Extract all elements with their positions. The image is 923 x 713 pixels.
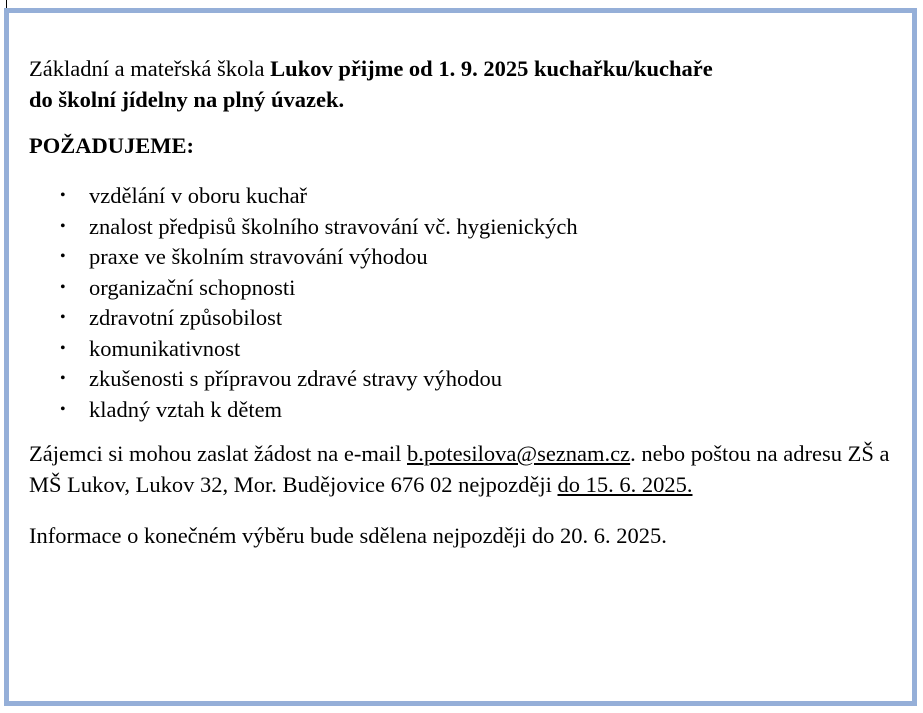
- bullet-icon: •: [60, 187, 66, 204]
- bullet-icon: •: [60, 309, 66, 326]
- list-item: [29, 334, 899, 365]
- requirement-text: vzdělání v oboru kuchař: [89, 183, 308, 208]
- requirement-text: komunikativnost: [89, 335, 241, 361]
- intro-paragraph: [29, 53, 899, 115]
- info-paragraph: Informace o konečném výběru bude sdělena nejpozději do 20. 6. 2025.: [29, 523, 667, 548]
- email-link[interactable]: b.potesilova@seznam.cz: [407, 441, 631, 466]
- bullet-icon: •: [60, 400, 66, 418]
- requirement-text: znalost předpisů školního stravování vč. hygienických: [89, 213, 578, 239]
- requirement-text: zkušenosti s přípravou zdravé stravy výhodou: [89, 366, 503, 391]
- list-item: [29, 395, 899, 426]
- notice-frame: [4, 8, 917, 706]
- requirement-text: organizační schopnosti: [89, 274, 296, 300]
- bullet-icon: •: [60, 248, 66, 265]
- bullet-icon: •: [60, 370, 66, 387]
- requirement-text: zdravotní způsobilost: [89, 305, 283, 330]
- list-item: [29, 181, 899, 212]
- deadline-text: do 15. 6. 2025.: [557, 472, 693, 497]
- intro-bold-line2: do školní jídelny na plný úvazek.: [29, 87, 345, 112]
- bullet-icon: •: [60, 339, 66, 357]
- requirement-text: praxe ve školním stravování výhodou: [89, 244, 428, 269]
- requirements-list: [29, 181, 899, 425]
- intro-bold-line1: Lukov přijme od 1. 9. 2025 kuchařku/kuchaře: [270, 56, 713, 81]
- list-item: [29, 273, 899, 304]
- contact-address-text: . nebo poštou na adresu ZŠ a MŠ Lukov, Lukov 32, Mor. Budějovice 676 02 nejpozději: [29, 441, 890, 497]
- contact-text: Zájemci si mohou zaslat žádost na e-mail: [29, 441, 407, 466]
- intro-text: Základní a mateřská škola: [29, 56, 271, 81]
- contact-paragraph: [29, 438, 899, 500]
- list-item: [29, 242, 899, 273]
- bullet-icon: •: [60, 278, 66, 296]
- requirements-heading: POŽADUJEME:: [29, 133, 194, 158]
- requirement-text: kladný vztah k dětem: [89, 396, 283, 422]
- notice-content: [29, 53, 899, 551]
- bullet-icon: •: [60, 217, 66, 235]
- list-item: [29, 212, 899, 243]
- list-item: [29, 364, 899, 395]
- list-item: [29, 303, 899, 334]
